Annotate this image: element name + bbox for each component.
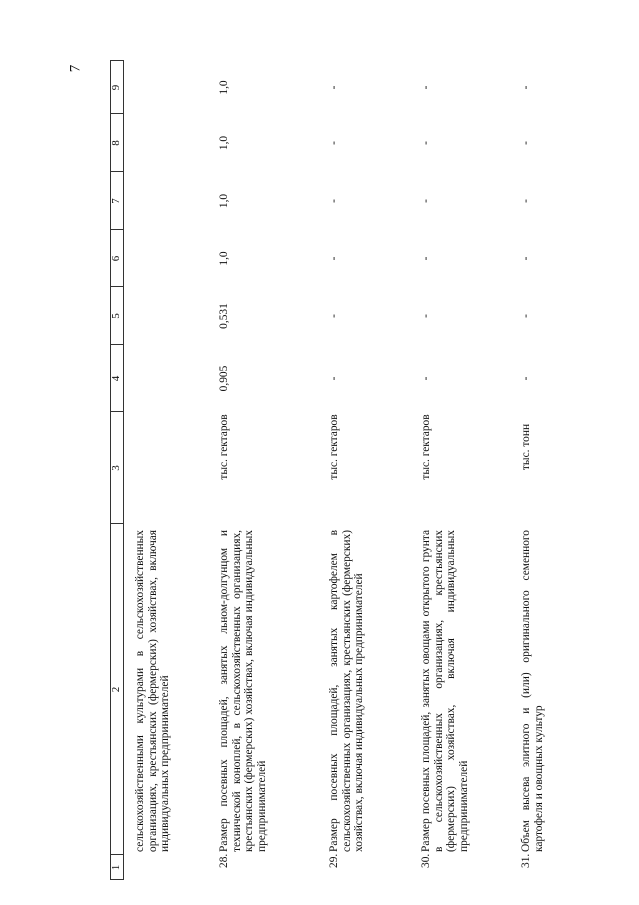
row-number: 28. (218, 853, 230, 868)
row-number: 29. (328, 853, 340, 868)
row-value: 1,0 (218, 135, 230, 151)
row-value: - (420, 85, 432, 90)
row-value: - (328, 256, 340, 261)
row-value: 1,0 (218, 193, 230, 209)
row-value: - (328, 376, 340, 381)
row-value: - (328, 85, 340, 90)
row-number: 30. (420, 853, 432, 868)
row-unit: тыс. гектаров (420, 414, 432, 480)
row-unit: тыс. тонн (520, 423, 532, 471)
row-value: 0,531 (218, 303, 230, 329)
row-indicator-text: Размер посевных площадей, занятых льном-долгунцом и технической коноплей, в сельскохозяйственных организациях, крестьянских (фермерских) хозяйствах, включая индивидуальных предпринимателей (218, 530, 268, 852)
header-col-3: 3 (110, 465, 122, 471)
continuation-text: сельскохозяйственными культурами в сельскохозяйственных организациях, крестьянских (фермерских) хозяйствах, включая индивидуальных предпринимателей (134, 530, 172, 852)
row-value: - (328, 141, 340, 145)
header-col-2: 2 (110, 686, 122, 693)
row-value: - (520, 376, 532, 381)
header-col-6: 6 (110, 255, 122, 262)
row-value: 0,905 (218, 365, 230, 392)
row-unit: тыс. гектаров (328, 414, 340, 480)
row-value: - (420, 376, 432, 381)
row-indicator-text: Объем высева элитного и (или) оригинального семенного картофеля и овощных культур (520, 530, 545, 852)
page-number: 7 (67, 64, 84, 73)
row-value: 1,0 (218, 251, 230, 266)
row-value: - (520, 141, 532, 145)
row-unit: тыс. гектаров (218, 414, 230, 480)
row-value: - (420, 256, 432, 261)
row-value: - (520, 85, 532, 90)
row-value: - (420, 141, 432, 145)
indicator-table (110, 60, 545, 880)
row-indicator-text: Размер посевных площадей, занятых овощами открытого грунта в сельскохозяйственных организациях, крестьянских (фермерских) хозяйствах, включая индивидуальных предпринимателей (420, 530, 470, 852)
header-col-1: 1 (110, 864, 122, 871)
header-col-9: 9 (110, 84, 122, 91)
row-value: - (520, 314, 532, 318)
row-number: 31. (520, 853, 532, 868)
header-col-4: 4 (110, 375, 122, 382)
header-col-5: 5 (110, 313, 122, 319)
header-col-8: 8 (110, 140, 122, 146)
row-value: - (520, 256, 532, 261)
row-value: - (328, 314, 340, 318)
header-bottom-border (123, 60, 124, 880)
row-value: - (520, 199, 532, 203)
row-value: - (328, 199, 340, 203)
row-value: - (420, 199, 432, 203)
row-value: 1,0 (218, 80, 230, 95)
row-indicator-text: Размер посевных площадей, занятых картофелем в сельскохозяйственных организациях, крестьянских (фермерских) хозяйствах, включая индивидуальных предпринимателей (328, 530, 366, 852)
header-col-7: 7 (110, 198, 122, 204)
row-value: - (420, 314, 432, 318)
